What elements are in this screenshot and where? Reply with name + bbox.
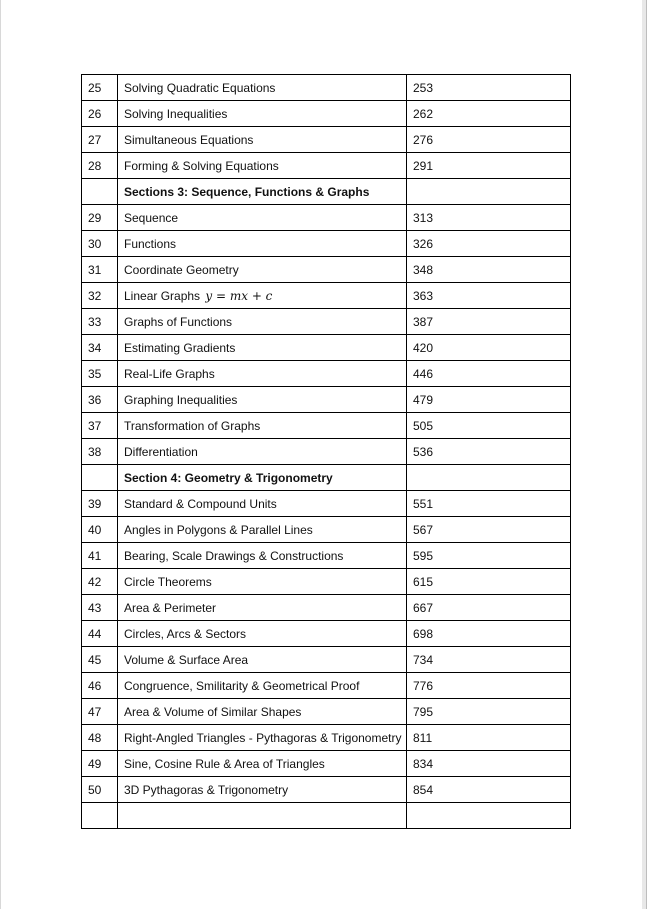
table-row — [82, 439, 571, 465]
table-row — [82, 387, 571, 413]
page-number: 326 — [407, 231, 571, 257]
chapter-title: 3D Pythagoras & Trigonometry — [118, 777, 407, 803]
page-number: 854 — [407, 777, 571, 803]
chapter-number: 33 — [82, 309, 118, 335]
math-expression: y = mx + c — [205, 288, 273, 303]
page-number: 348 — [407, 257, 571, 283]
page-number: 276 — [407, 127, 571, 153]
blank-row — [82, 803, 571, 829]
chapter-number: 34 — [82, 335, 118, 361]
chapter-number: 45 — [82, 647, 118, 673]
chapter-title: Coordinate Geometry — [118, 257, 407, 283]
page-number: 253 — [407, 75, 571, 101]
table-row — [82, 725, 571, 751]
page-number: 313 — [407, 205, 571, 231]
page-number: 262 — [407, 101, 571, 127]
chapter-title: Area & Volume of Similar Shapes — [118, 699, 407, 725]
table-row — [82, 751, 571, 777]
chapter-number: 46 — [82, 673, 118, 699]
table-row — [82, 361, 571, 387]
chapter-title: Circles, Arcs & Sectors — [118, 621, 407, 647]
chapter-title: Functions — [118, 231, 407, 257]
chapter-title: Circle Theorems — [118, 569, 407, 595]
chapter-title: Forming & Solving Equations — [118, 153, 407, 179]
chapter-number: 44 — [82, 621, 118, 647]
page-number — [407, 179, 571, 205]
chapter-number: 35 — [82, 361, 118, 387]
chapter-title: Sequence — [118, 205, 407, 231]
chapter-title — [118, 803, 407, 829]
page-number: 551 — [407, 491, 571, 517]
page-number: 615 — [407, 569, 571, 595]
table-row — [82, 335, 571, 361]
table-row — [82, 127, 571, 153]
chapter-number — [82, 179, 118, 205]
page-number: 698 — [407, 621, 571, 647]
page-number: 363 — [407, 283, 571, 309]
section-heading-row — [82, 179, 571, 205]
table-row — [82, 413, 571, 439]
chapter-title: Congruence, Smilitarity & Geometrical Proof — [118, 673, 407, 699]
chapter-number: 41 — [82, 543, 118, 569]
chapter-number: 48 — [82, 725, 118, 751]
table-row — [82, 699, 571, 725]
page-number — [407, 803, 571, 829]
table-row — [82, 283, 571, 309]
chapter-title: Angles in Polygons & Parallel Lines — [118, 517, 407, 543]
chapter-title: Differentiation — [118, 439, 407, 465]
chapter-title: Real-Life Graphs — [118, 361, 407, 387]
chapter-number: 40 — [82, 517, 118, 543]
page-number: 536 — [407, 439, 571, 465]
chapter-title: Bearing, Scale Drawings & Constructions — [118, 543, 407, 569]
section-heading-row — [82, 465, 571, 491]
page-number: 734 — [407, 647, 571, 673]
chapter-number — [82, 465, 118, 491]
chapter-number: 28 — [82, 153, 118, 179]
table-row — [82, 101, 571, 127]
page-number: 479 — [407, 387, 571, 413]
toc-body — [82, 75, 571, 829]
table-row — [82, 647, 571, 673]
chapter-number: 47 — [82, 699, 118, 725]
chapter-title: Volume & Surface Area — [118, 647, 407, 673]
chapter-number — [82, 803, 118, 829]
page-number: 387 — [407, 309, 571, 335]
chapter-title: Right-Angled Triangles - Pythagoras & Trigonometry — [118, 725, 407, 751]
table-row — [82, 673, 571, 699]
table-row — [82, 153, 571, 179]
table-row — [82, 257, 571, 283]
chapter-number: 30 — [82, 231, 118, 257]
section-title: Section 4: Geometry & Trigonometry — [118, 465, 407, 491]
table-row — [82, 621, 571, 647]
chapter-title: Solving Quadratic Equations — [118, 75, 407, 101]
chapter-number: 36 — [82, 387, 118, 413]
chapter-number: 32 — [82, 283, 118, 309]
page-number: 567 — [407, 517, 571, 543]
page-number: 776 — [407, 673, 571, 699]
table-row — [82, 205, 571, 231]
chapter-title — [118, 283, 407, 309]
chapter-number: 31 — [82, 257, 118, 283]
chapter-title: Area & Perimeter — [118, 595, 407, 621]
page-number — [407, 465, 571, 491]
chapter-number: 49 — [82, 751, 118, 777]
chapter-number: 27 — [82, 127, 118, 153]
table-row — [82, 777, 571, 803]
chapter-title: Estimating Gradients — [118, 335, 407, 361]
section-title: Sections 3: Sequence, Functions & Graphs — [118, 179, 407, 205]
chapter-number: 25 — [82, 75, 118, 101]
chapter-number: 43 — [82, 595, 118, 621]
chapter-number: 26 — [82, 101, 118, 127]
page-number: 505 — [407, 413, 571, 439]
page-number: 667 — [407, 595, 571, 621]
chapter-title: Simultaneous Equations — [118, 127, 407, 153]
chapter-number: 29 — [82, 205, 118, 231]
page-number: 446 — [407, 361, 571, 387]
page-number: 811 — [407, 725, 571, 751]
table-row — [82, 543, 571, 569]
table-row — [82, 595, 571, 621]
table-row — [82, 75, 571, 101]
chapter-number: 37 — [82, 413, 118, 439]
table-row — [82, 491, 571, 517]
table-row — [82, 309, 571, 335]
chapter-number: 42 — [82, 569, 118, 595]
chapter-title: Standard & Compound Units — [118, 491, 407, 517]
page-number: 420 — [407, 335, 571, 361]
chapter-number: 39 — [82, 491, 118, 517]
table-row — [82, 569, 571, 595]
chapter-number: 50 — [82, 777, 118, 803]
table-of-contents — [81, 74, 571, 829]
chapter-title: Graphs of Functions — [118, 309, 407, 335]
chapter-title-text: Linear Graphs — [124, 288, 201, 303]
page-number: 795 — [407, 699, 571, 725]
chapter-title: Graphing Inequalities — [118, 387, 407, 413]
page-number: 834 — [407, 751, 571, 777]
chapter-title: Solving Inequalities — [118, 101, 407, 127]
page-number: 595 — [407, 543, 571, 569]
table-row — [82, 231, 571, 257]
chapter-number: 38 — [82, 439, 118, 465]
chapter-title: Transformation of Graphs — [118, 413, 407, 439]
table-row — [82, 517, 571, 543]
page-number: 291 — [407, 153, 571, 179]
page-edge-shadow — [642, 0, 646, 909]
chapter-title: Sine, Cosine Rule & Area of Triangles — [118, 751, 407, 777]
